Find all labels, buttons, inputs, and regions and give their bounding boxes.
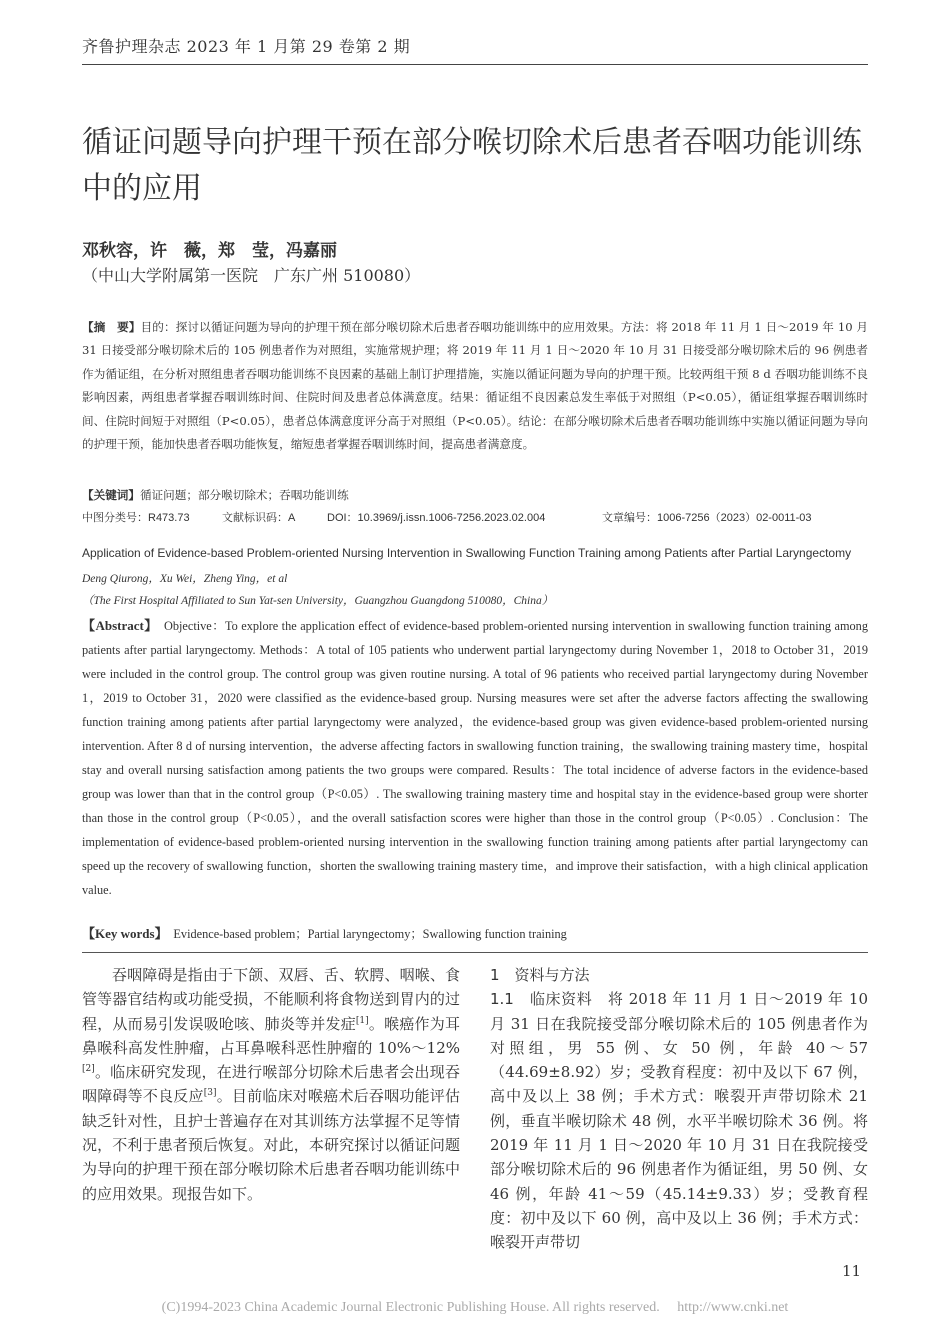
intro-text-4: 。目前临床对喉癌术后吞咽功能评估缺乏针对性，且护士普遍存在对其训练方法掌握不足等情况，不利于患者预后恢复。对此，本研究探讨以循证问题为导向的护理干预在部分喉切除术后患者吞咽功能训练中的应用效果。现报告如下。 xyxy=(82,1087,460,1203)
english-title: Application of Evidence-based Problem-oriented Nursing Intervention in Swallowing Function Training among Patients after Partial Laryngectomy xyxy=(82,546,852,560)
english-affiliation: （The First Hospital Affiliated to Sun Yat-sen University，Guangzhou Guangdong 510080，China） xyxy=(82,595,554,607)
intro-text-3: 。临床研究发现，在进行喉部分切除术后患者会出现吞咽障碍等不良反应 xyxy=(82,1063,460,1106)
chinese-keywords xyxy=(82,484,868,507)
subsection-heading: 1.1 临床资料 xyxy=(490,990,593,1009)
affiliation: （中山大学附属第一医院 广东广州 510080） xyxy=(82,266,421,285)
english-abstract-label: 【Abstract】 xyxy=(82,618,152,633)
body-left-column xyxy=(82,963,460,1206)
chinese-keywords-label: 【关键词】 xyxy=(82,488,140,502)
article-number: 文章编号：1006-7256（2023）02-0011-03 xyxy=(602,512,812,524)
english-keywords xyxy=(82,923,868,942)
clc-number: 中图分类号：R473.73 xyxy=(82,512,190,524)
header-rule xyxy=(82,64,868,65)
page-number: 11 xyxy=(842,1262,862,1280)
ref-1: [1] xyxy=(355,1015,369,1026)
document-code: 文献标识码：A xyxy=(222,512,296,524)
english-abstract-text: Objective：To explore the application effect of evidence-based problem-oriented nursing intervention in swallowing function training among patients after partial laryngectomy. Methods：A total of 105 patients who underwent partial laryngectomy during November 1，2018 to October 31，2019 were included in the control group. The control group was given routine nursing. A total of 96 patients who received partial laryngectomy during November 1，2019 to October 31，2020 were classified as the evidence-based group. Nursing measures were set after the adverse factors affecting the swallowing function training among patients after partial laryngectomy were analyzed，the evidence-based group was given evidence-based problem-oriented nursing intervention. After 8 d of nursing intervention，the adverse affecting factors in swallowing function training，the swallowing training mastery time，hospital stay and overall nursing satisfaction among patients the two groups were compared. Results：The total incidence of adverse factors in the evidence-based group was lower than that in the control group（P<0.05）. The swallowing training mastery time and hospital stay in the evidence-based group were shorter than those in the control group（P<0.05），and the overall satisfaction scores were higher than those in the control group（P<0.05）. Conclusion：The implementation of evidence-based problem-oriented nursing intervention in the swallowing function training among patients after partial laryngectomy can speed up the recovery of swallowing function，shorten the swallowing training mastery time，and improve their satisfaction，with a high clinical application value. xyxy=(82,619,868,897)
chinese-abstract-label: 【摘 要】 xyxy=(82,320,141,334)
body-right-column xyxy=(490,963,868,1255)
intro-text-1: 吞咽障碍是指由于下颌、双唇、舌、软腭、咽喉、食管等器官结构或功能受损，不能顺利将食物送到胃内的过程，从而易引发误吸呛咳、肺炎等并发症 xyxy=(82,966,460,1033)
copyright-footer: (C)1994-2023 China Academic Journal Electronic Publishing House. All rights reserved. http://www.cnki.net xyxy=(161,1300,789,1315)
ref-3: [3] xyxy=(203,1088,217,1099)
english-abstract xyxy=(82,614,868,902)
journal-header: 齐鲁护理杂志 2023 年 1 月第 29 卷第 2 期 xyxy=(82,37,411,56)
english-keywords-text: Evidence-based problem；Partial laryngectomy；Swallowing function training xyxy=(173,927,567,941)
clinical-data-text: 将 2018 年 11 月 1 日～2019 年 10 月 31 日在我院接受部分喉切除术后的 105 例患者作为对照组，男 55 例、女 50 例，年龄 40～57（44.69±8.92）岁；受教育程度：初中及以下 67 例，高中及以上 38 例；手术方式：喉裂开声带切除术 21 例，垂直半喉切除术 48 例，水平半喉切除术 36 例。将 2019 年 11 月 1 日～2020 年 10 月 31 日在我院接受部分喉切除术后的 96 例患者作为循证组，男 50 例、女 46 例，年龄 41～59（45.14±9.33）岁；受教育程度：初中及以下 60 例，高中及以上 36 例；手术方式：喉裂开声带切 xyxy=(490,990,868,1252)
chinese-abstract xyxy=(82,316,868,456)
authors: 邓秋容，许 薇，郑 莹，冯嘉丽 xyxy=(82,241,337,261)
intro-paragraph xyxy=(82,963,460,1206)
section-heading: 1 资料与方法 xyxy=(490,966,590,984)
ref-2: [2] xyxy=(82,1064,95,1075)
chinese-abstract-text: 目的：探讨以循证问题为导向的护理干预在部分喉切除术后患者吞咽功能训练中的应用效果。方法：将 2018 年 11 月 1 日～2019 年 10 月 31 日接受部分喉切除术后的 105 例患者作为对照组，实施常规护理；将 2019 年 11 月 1 日～2020 年 10 月 31 日接受部分喉切除术后的 96 例患者作为循证组，在分析对照组患者吞咽功能训练不良因素的基础上制订护理措施，实施以循证问题为导向的护理干预。比较两组干预 8 d 吞咽功能训练不良影响因素，两组患者掌握吞咽训练时间、住院时间及患者总体满意度。结果：循证组不良因素总发生率低于对照组（P<0.05），循证组掌握吞咽训练时间、住院时间短于对照组（P<0.05），患者总体满意度评分高于对照组（P<0.05）。结论：在部分喉切除术后患者吞咽功能训练中实施以循证问题为导向的护理干预，能加快患者吞咽功能恢复，缩短患者掌握吞咽训练时间，提高患者满意度。 xyxy=(82,320,868,452)
chinese-keywords-text: 循证问题；部分喉切除术；吞咽功能训练 xyxy=(139,488,349,502)
article-title: 循证问题导向护理干预在部分喉切除术后患者吞咽功能训练中的应用 xyxy=(82,125,862,206)
doi: DOI：10.3969/j.issn.1006-7256.2023.02.004 xyxy=(327,512,546,524)
intro-text-2: 。喉癌作为耳鼻喉科高发性肿瘤，占耳鼻喉科恶性肿瘤的 10%～12% xyxy=(82,1014,460,1057)
section-divider xyxy=(82,952,868,953)
english-authors: Deng Qiurong，Xu Wei，Zheng Ying，et al xyxy=(82,573,288,585)
english-keywords-label: 【Key words】 xyxy=(82,926,162,941)
